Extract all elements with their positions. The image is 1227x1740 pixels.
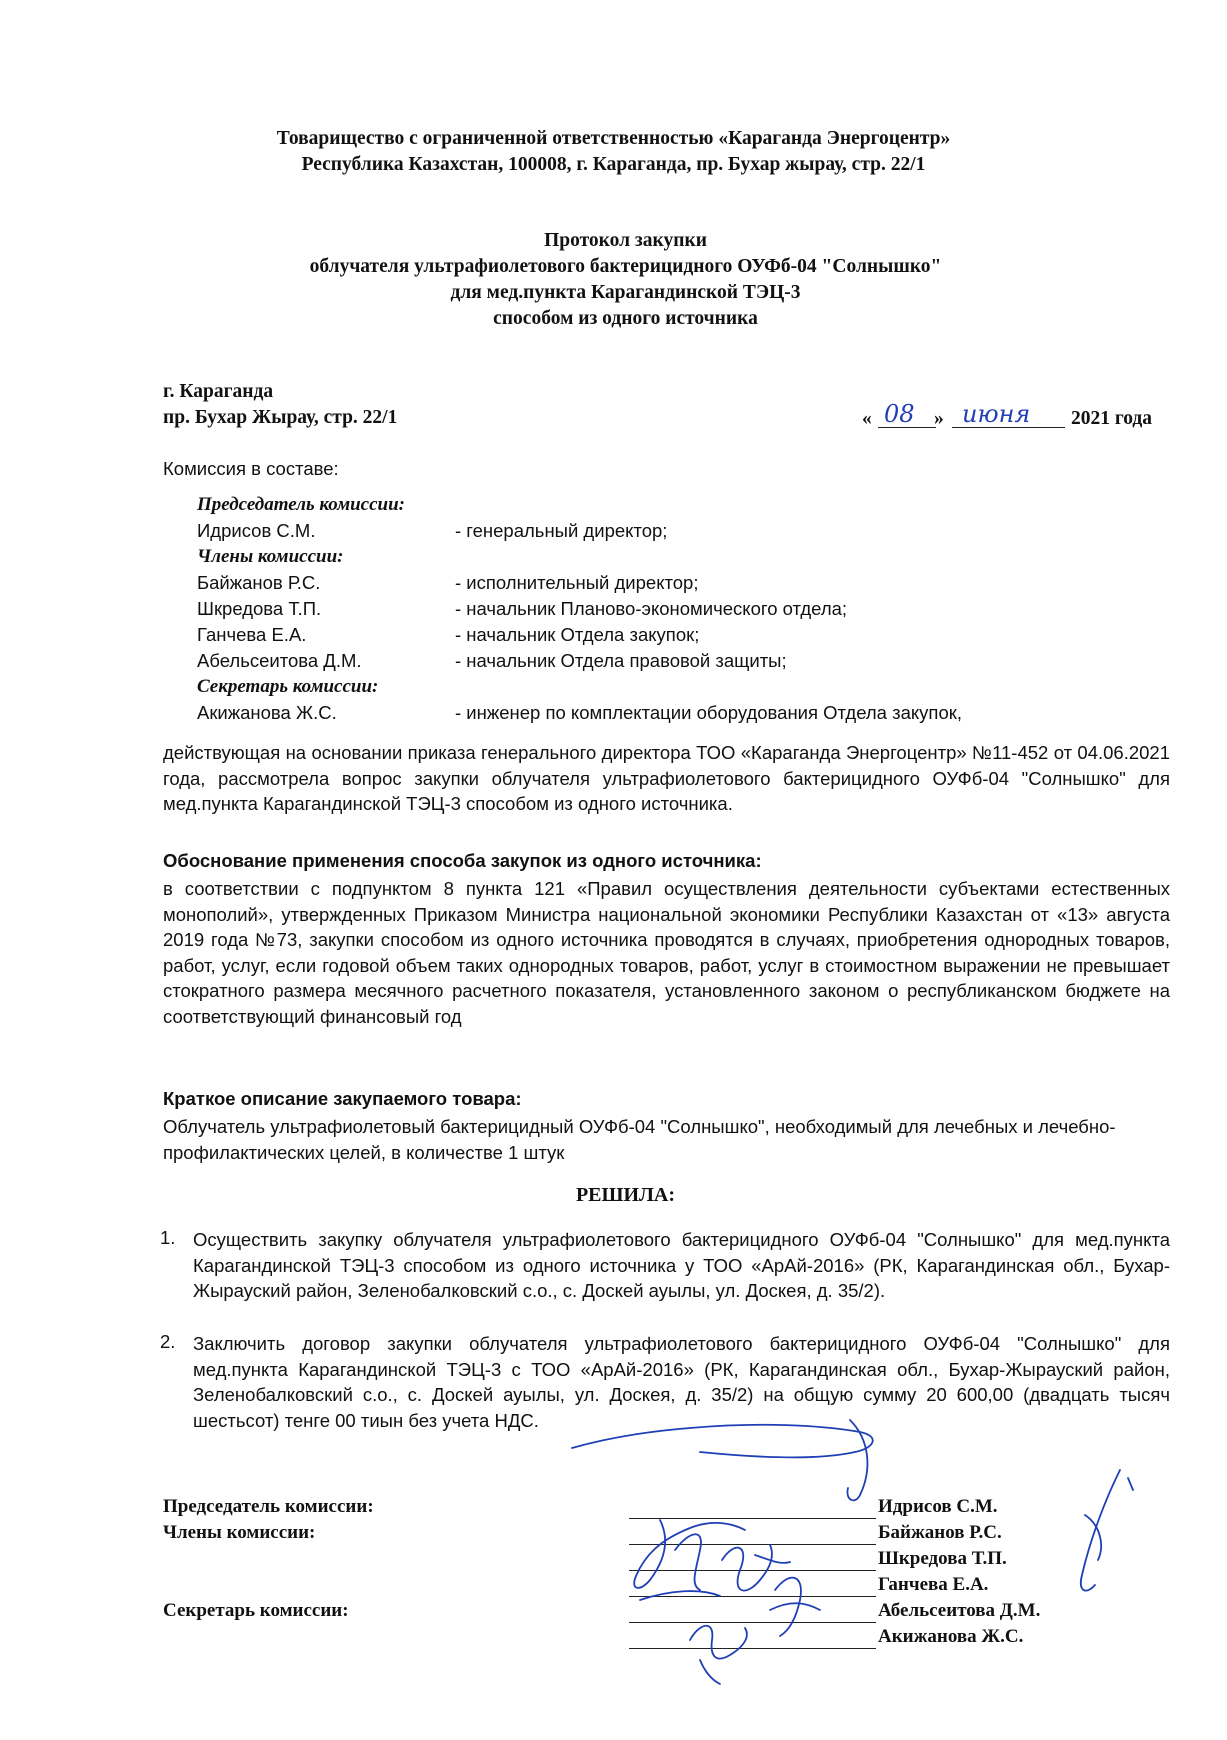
secretary-heading: Секретарь комиссии: (197, 676, 379, 697)
justification-text: в соответствии с подпунктом 8 пункта 121 «Правил осуществления деятельности субъектами естественных монополий», утвержденных Приказом Министра национальной экономики Республики Казахстан от «13» августа 2019 года №73, закупки способом из одного источника проводятся в случаях, приобретения однородных товаров, работ, услуг, если годовой объем таких однородных товаров, работ, услуг в стоимостном выражении не превышает стократного размера месячного расчетного показателя, установленного законом о республиканском бюджете на соответствующий финансовый год (163, 878, 1170, 1027)
date-month: июня (962, 400, 1031, 428)
secretary-name: Акижанова Ж.С. (197, 702, 337, 723)
sig-members-label: Члены комиссии: (163, 1522, 316, 1543)
member-name: Ганчева Е.А. (197, 624, 307, 645)
chairman-heading: Председатель комиссии: (197, 494, 405, 515)
address: пр. Бухар Жырау, стр. 22/1 (163, 407, 398, 428)
commission-intro: Комиссия в составе: (163, 458, 339, 479)
date-day: 08 (884, 400, 915, 428)
description-heading: Краткое описание закупаемого товара: (163, 1088, 522, 1109)
date-close-quote: » (934, 408, 944, 429)
org-name: Товарищество с ограниченной ответственностью «Караганда Энергоцентр» (276, 128, 951, 149)
decision-item-number: 2. (160, 1331, 176, 1352)
doc-title-line4: способом из одного источника (493, 308, 758, 329)
chairman-name: Идрисов С.М. (197, 520, 316, 541)
sig-name: Шкредова Т.П. (878, 1548, 1007, 1569)
member-name: Абельсеитова Д.М. (197, 650, 362, 671)
member-position: - начальник Отдела закупок; (455, 624, 700, 645)
justification-heading: Обоснование применения способа закупок из одного источника: (163, 850, 762, 871)
description-text: Облучатель ультрафиолетовый бактерицидный ОУФб-04 "Солнышко", необходимый для лечебных и лечебно-профилактических целей, в количестве 1 штук (163, 1116, 1116, 1163)
member-position: - исполнительный директор; (455, 572, 699, 593)
sig-name: Акижанова Ж.С. (878, 1626, 1024, 1647)
secretary-position: - инженер по комплектации оборудования Отдела закупок, (455, 702, 962, 723)
sig-chairman-label: Председатель комиссии: (163, 1496, 374, 1517)
org-address: Республика Казахстан, 100008, г. Караганда, пр. Бухар жырау, стр. 22/1 (301, 154, 926, 175)
sig-name: Ганчева Е.А. (878, 1574, 989, 1595)
doc-title-line3: для мед.пункта Карагандинской ТЭЦ-3 (450, 282, 801, 303)
sig-name: Байжанов Р.С. (878, 1522, 1002, 1543)
doc-title-line2: облучателя ультрафиолетового бактерицидного ОУФб-04 "Солнышко" (309, 256, 942, 277)
doc-title: Протокол закупки (544, 230, 707, 251)
member-position: - начальник Отдела правовой защиты; (455, 650, 787, 671)
date-open-quote: « (862, 408, 872, 429)
member-name: Байжанов Р.С. (197, 572, 321, 593)
chairman-position: - генеральный директор; (455, 520, 668, 541)
decision-item-text: Заключить договор закупки облучателя ультрафиолетового бактерицидного ОУФб-04 "Солнышко" для мед.пункта Карагандинской ТЭЦ-3 с ТОО «АрАй-2016» (РК, Карагандинская обл., Бухар-Жырауский район, Зеленобалковский с.о., с. Доскей ауылы, ул. Доскея, д. 35/2) на общую сумму 20 600,00 (двадцать тысяч шестьсот) тенге 00 тиын без учета НДС. (193, 1333, 1170, 1431)
preamble: действующая на основании приказа генерального директора ТОО «Караганда Энергоцентр» №11-452 от 04.06.2021 года, рассмотрела вопрос закупки облучателя ультрафиолетового бактерицидного ОУФб-04 "Солнышко" для мед.пункта Карагандинской ТЭЦ-3 способом из одного источника. (163, 742, 1170, 814)
date-year: 2021 года (1071, 408, 1153, 429)
sig-name: Абельсеитова Д.М. (878, 1600, 1041, 1621)
decision-heading: РЕШИЛА: (575, 1184, 676, 1206)
signature-flourish (572, 1425, 873, 1457)
members-heading: Члены комиссии: (197, 546, 344, 567)
member-name: Шкредова Т.П. (197, 598, 322, 619)
decision-item-number: 1. (160, 1227, 176, 1248)
sig-name: Идрисов С.М. (878, 1496, 998, 1517)
city: г. Караганда (163, 381, 274, 402)
sig-secretary-label: Секретарь комиссии: (163, 1600, 349, 1621)
decision-item-text: Осуществить закупку облучателя ультрафиолетового бактерицидного ОУФб-04 "Солнышко" для мед.пункта Карагандинской ТЭЦ-3 способом из одного источника у ТОО «АрАй-2016» (РК, Карагандинская обл., Бухар-Жырауский район, Зеленобалковский с.о., с. Доскей ауылы, ул. Доскея, д. 35/2). (193, 1229, 1170, 1301)
member-position: - начальник Планово-экономического отдела; (455, 598, 848, 619)
